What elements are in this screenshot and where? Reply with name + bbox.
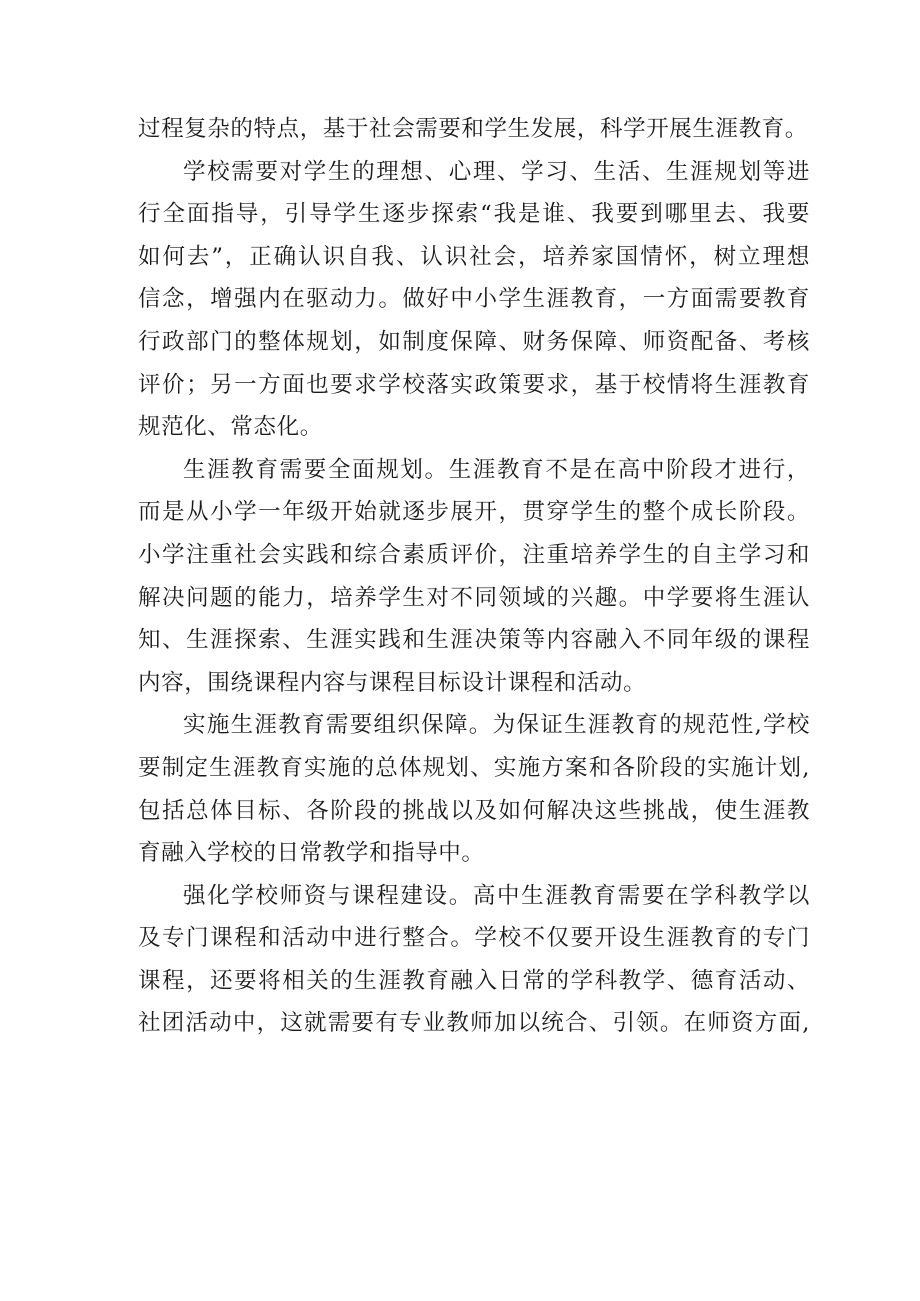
- paragraph-5: [138, 875, 810, 1045]
- text-line: 知、生涯探索、生涯实践和生涯决策等内容融入不同年级的课程: [138, 627, 810, 654]
- text-line: 评价；另一方面也要求学校落实政策要求，基于校情将生涯教育: [138, 371, 810, 398]
- paragraph-4: [138, 704, 810, 874]
- text-line: 社团活动中，这就需要有专业教师加以统合、引领。在师资方面,: [138, 1010, 810, 1037]
- text-line: 生涯教育需要全面规划。生涯教育不是在高中阶段才进行，: [183, 456, 810, 483]
- text-line: 过程复杂的特点，基于社会需要和学生发展，科学开展生涯教育。: [138, 116, 808, 142]
- text-line: 包括总体目标、各阶段的挑战以及如何解决这些挑战，使生涯教: [138, 797, 810, 824]
- text-line: 要制定生涯教育实施的总体规划、实施方案和各阶段的实施计划,: [138, 754, 810, 781]
- text-line: 如何去”，正确认识自我、认识社会，培养家国情怀，树立理想: [138, 243, 810, 270]
- text-line: 而是从小学一年级开始就逐步展开，贯穿学生的整个成长阶段。: [138, 499, 810, 526]
- text-line: 小学注重社会实践和综合素质评价，注重培养学生的自主学习和: [138, 541, 810, 568]
- text-line: 行全面指导，引导学生逐步探索“我是谁、我要到哪里去、我要: [138, 201, 810, 228]
- text-line: 强化学校师资与课程建设。高中生涯教育需要在学科教学以: [183, 882, 810, 909]
- text-line: 规范化、常态化。: [138, 414, 323, 441]
- paragraph-2: [138, 151, 810, 449]
- text-line: 育融入学校的日常教学和指导中。: [138, 840, 485, 867]
- text-line: 解决问题的能力，培养学生对不同领域的兴趣。中学要将生涯认: [138, 584, 810, 611]
- text-line: 课程，还要将相关的生涯教育融入日常的学科教学、德育活动、: [138, 967, 810, 994]
- text-line: 实施生涯教育需要组织保障。为保证生涯教育的规范性,学校: [183, 712, 810, 739]
- paragraph-1: [138, 108, 810, 151]
- text-line: 内容，围绕课程内容与课程目标设计课程和活动。: [138, 669, 647, 696]
- text-line: 行政部门的整体规划，如制度保障、财务保障、师资配备、考核: [138, 328, 810, 355]
- document-body: [138, 108, 810, 1045]
- text-line: 学校需要对学生的理想、心理、学习、生活、生涯规划等进: [183, 158, 810, 185]
- text-line: 及专门课程和活动中进行整合。学校不仅要开设生涯教育的专门: [138, 925, 810, 952]
- paragraph-3: [138, 449, 810, 705]
- text-line: 信念，增强内在驱动力。做好中小学生涯教育，一方面需要教育: [138, 286, 810, 313]
